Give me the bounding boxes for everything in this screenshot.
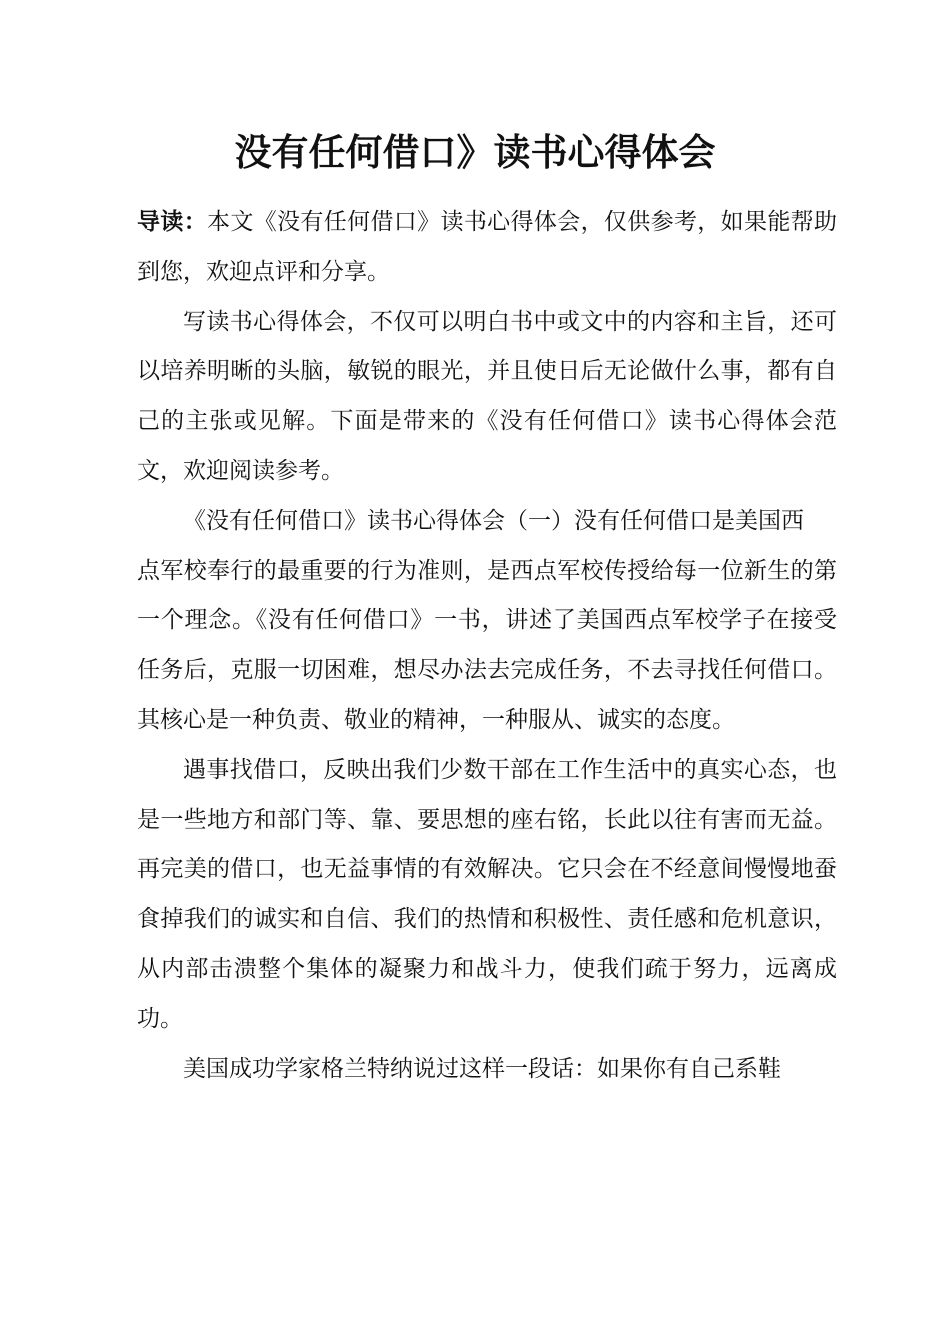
body-paragraph: 遇事找借口，反映出我们少数干部在工作生活中的真实心态，也是一些地方和部门等、靠、要思想的座右铭，长此以往有害而无益。再完美的借口，也无益事情的有效解决。它只会在不经意间慢慢地蚕食掉我们的诚实和自信、我们的热情和积极性、责任感和危机意识，从内部击溃整个集体的凝聚力和战斗力，使我们疏于努力，远离成功。 (137, 756, 837, 1032)
lead-label: 导读： (137, 209, 208, 235)
body-paragraph: 写读书心得体会，不仅可以明白书中或文中的内容和主旨，还可以培养明晰的头脑，敏锐的眼光，并且使日后无论做什么事，都有自己的主张或见解。下面是带来的《没有任何借口》读书心得体会范文，欢迎阅读参考。 (137, 308, 837, 484)
document-body (137, 198, 837, 1094)
body-paragraph: 点军校奉行的最重要的行为准则，是西点军校传授给每一位新生的第一个理念。《没有任何借口》一书，讲述了美国西点军校学子在接受任务后，克服一切困难，想尽办法去完成任务，不去寻找任何借口。其核心是一种负责、敬业的精神，一种服从、诚实的态度。 (137, 557, 837, 733)
lead-paragraph (137, 198, 837, 298)
lead-text: 本文《没有任何借口》读书心得体会，仅供参考，如果能帮助到您，欢迎点评和分享。 (137, 209, 838, 285)
body-paragraph: 《没有任何借口》读书心得体会（一）没有任何借口是美国西 (183, 507, 804, 534)
body-paragraph: 美国成功学家格兰特纳说过这样一段话：如果你有自己系鞋 (183, 1055, 781, 1082)
document-title: 没有任何借口》读书心得体会 (234, 130, 716, 174)
